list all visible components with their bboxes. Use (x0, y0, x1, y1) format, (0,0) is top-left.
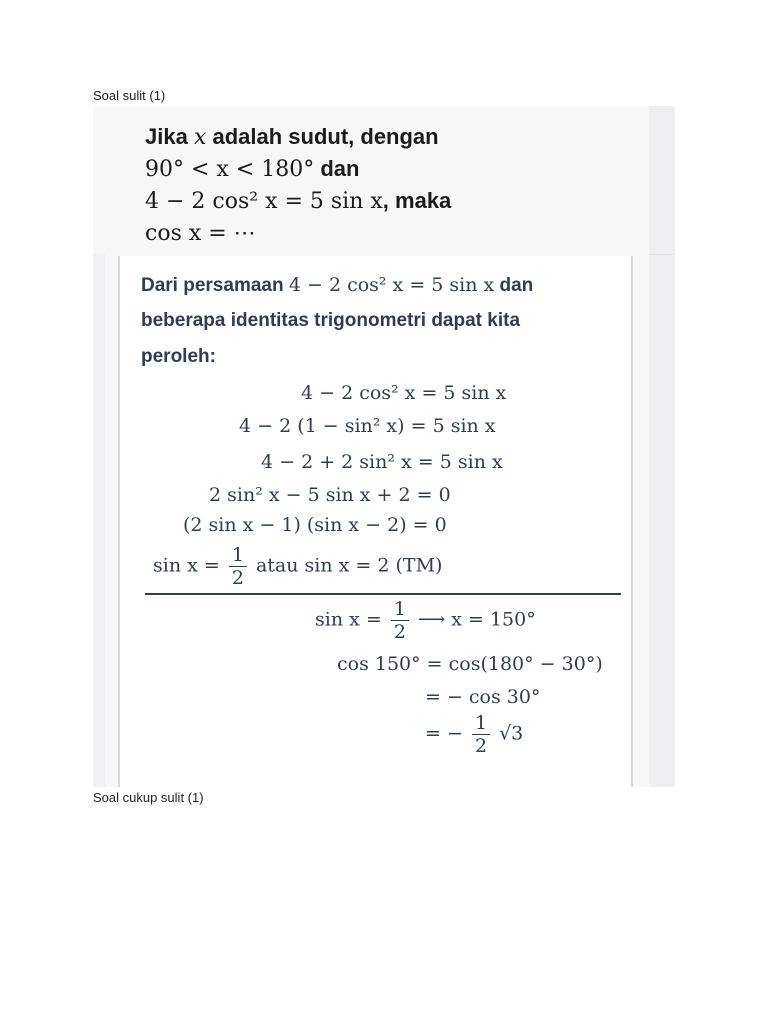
question-line-1: Jika x adalah sudut, dengan (145, 124, 439, 150)
solution-intro-line-2: beberapa identitas trigonometri dapat kita (141, 310, 521, 331)
equation-step-8: cos 150° = cos(180° − 30°) (337, 653, 603, 675)
equation-step-1: 4 − 2 cos² x = 5 sin x (301, 382, 507, 404)
caption-soal-sulit: Soal sulit (1) (93, 88, 166, 103)
solution-divider (145, 593, 621, 595)
left-margin-strip (93, 254, 105, 787)
equation-step-9: = − cos 30° (425, 686, 541, 708)
equation-step-10: = − $\frac{1}{2}$ √3 (425, 712, 524, 757)
question-line-2: 90° < x < 180° dan (145, 156, 360, 182)
question-line-3: 4 − 2 cos² x = 5 sin x, maka (145, 188, 452, 214)
equation-step-2: 4 − 2 (1 − sin² x) = 5 sin x (239, 415, 496, 437)
fraction-one-half: $\frac{1}{2}$ (229, 544, 247, 589)
equation-step-7: sin x = $\frac{1}{2}$ ⟶ x = 150° (315, 598, 536, 643)
equation-step-4: 2 sin² x − 5 sin x + 2 = 0 (209, 484, 451, 506)
caption-soal-cukup-sulit: Soal cukup sulit (1) (93, 790, 204, 805)
fraction-one-half: $\frac{1}{2}$ (472, 712, 490, 757)
equation-step-6: sin x = $\frac{1}{2}$ atau sin x = 2 (TM) (153, 544, 443, 589)
equation-step-5: (2 sin x − 1) (sin x − 2) = 0 (183, 514, 447, 536)
right-margin-strip (649, 106, 675, 787)
solution-intro-line-3: peroleh: (141, 346, 216, 367)
fraction-one-half: $\frac{1}{2}$ (391, 598, 409, 643)
question-line-4: cos x = ⋯ (145, 221, 256, 246)
equation-step-3: 4 − 2 + 2 sin² x = 5 sin x (261, 451, 503, 473)
right-strip-divider (649, 254, 675, 255)
solution-intro-line-1: Dari persamaan 4 − 2 cos² x = 5 sin x dan (141, 274, 534, 296)
solution-screenshot (93, 106, 675, 787)
